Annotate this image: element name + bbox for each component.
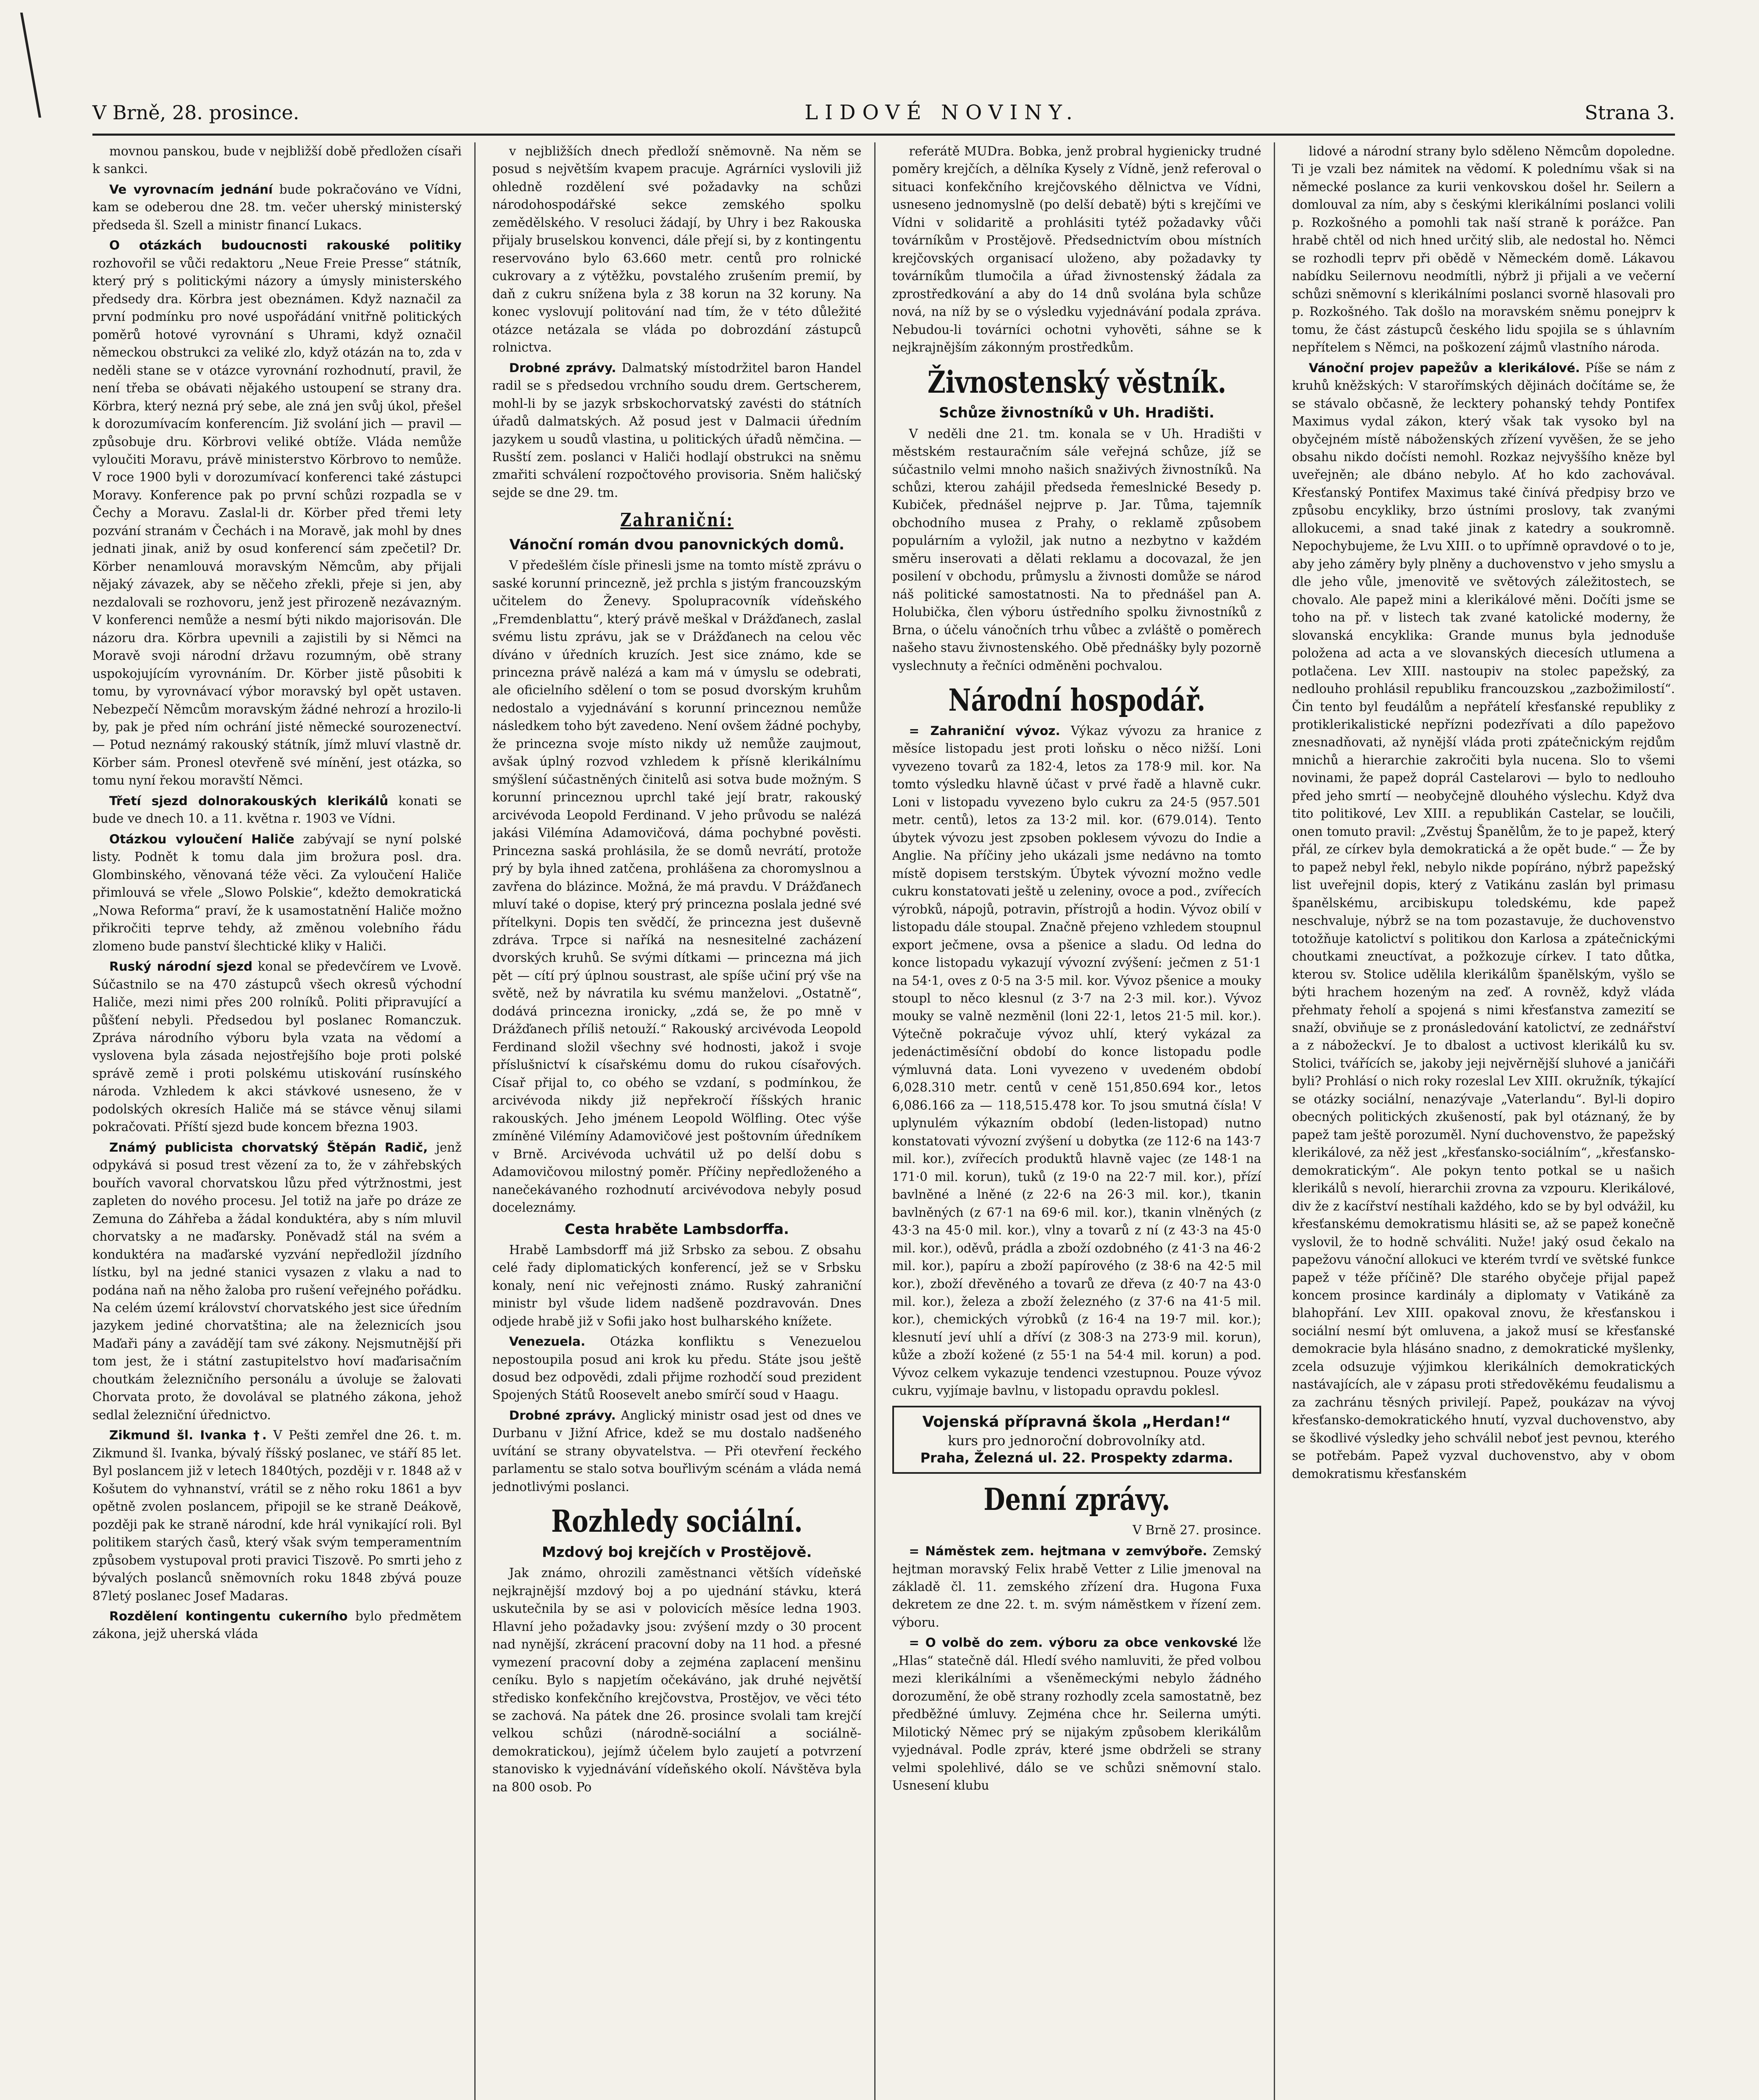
article-lead: Ve vyrovnacím jednání — [109, 182, 273, 197]
section-heading-daily-news: Denní zprávy. — [983, 1481, 1170, 1517]
article-body: konal se předevčírem ve Lvově. Súčastnilo se na 470 zástupců všech okresů východní Haliče, mezi nimi přes 200 rolníků. Politi připravující a půšťení nebyli. Předsedou byl poslanec Romanczuk. Zpráva národního výboru byla vzata na vědomí a vyslovena byla zásada nejostřejšího boje proti polské správě země i proti polskému utiskování rusínského národa. Vzhledem k akci stávkové usneseno, že v podolských okresích Haliče má se stávce věnuj silami pokračovati. Příští sjezd bude koncem března 1903. — [92, 959, 462, 1134]
advertisement-box — [892, 1406, 1262, 1474]
article-heading: Vánoční román dvou panovnických domů. — [509, 536, 844, 553]
article-heading: Cesta hraběte Lambsdorffa. — [565, 1221, 789, 1238]
section-heading-foreign: Zahraniční: — [620, 509, 734, 531]
article-text — [92, 958, 462, 1136]
article-body: Anglický ministr osad jest od dnes ve Durbanu v Jižní Africe, kdež se mu dostalo nadšeného uvítání se strany obyvatelstva. — Při otevření řeckého parlamentu se stalo sotva bouřlivým scénám a vláda nemá jednotlivými poslanci. — [492, 1408, 862, 1494]
dateline: V Brně 27. prosince. — [1132, 1522, 1262, 1537]
article-lead: Třetí sjezd dolnorakouských klerikálů — [109, 793, 389, 808]
header-place-date: V Brně, 28. prosince. — [92, 101, 300, 124]
column-4 — [1292, 142, 1675, 2100]
article-text — [892, 1634, 1262, 1794]
article-body: Zemský hejtman moravský Felix hrabě Vetter z Lilie jmenoval na základě čl. 11. zemského zřízení dra. Hugona Fuxa dekretem ze dne 22. t. m. svým náměstkem v řízení zem. výboru. — [892, 1544, 1262, 1630]
article-body: V Pešti zemřel dne 26. t. m. Zikmund šl. Ivanka, bývalý říšský poslanec, ve stáří 85 let. Byl poslancem již v letech 1840tých, později v r. 1848 až v Košutem do vyhnanství, vrátil se z něho roku 1861 a byv opětně zvolen poslancem, připojil se ke straně Deákově, později pak ke straně národní, kde hrál vynikající roli. Byl politikem starých časů, který však svým temperamentním způsobem vystupoval proti pravici Tiszově. Po smrti jeho z bývalých poslanců sněmovních roku 1848 zbývá pouze 87letý poslanec Josef Madaras. — [92, 1428, 462, 1603]
page-header — [92, 101, 1675, 136]
article-lead: Otázkou vyloučení Haliče — [109, 832, 294, 846]
article-text — [92, 830, 462, 955]
article-lead: = O volbě do zem. výboru za obce venkovské — [909, 1635, 1238, 1650]
ad-title: Vojenská přípravná škola „Herdan!“ — [922, 1413, 1231, 1431]
article-lead: = Náměstek zem. hejtmana v zemvýboře. — [909, 1544, 1207, 1559]
article-text — [92, 1426, 462, 1605]
section-heading-trade: Živnostenský věstník. — [927, 364, 1226, 400]
article-heading: Schůze živnostníků v Uh. Hradišti. — [939, 404, 1215, 422]
columns — [92, 142, 1675, 2100]
article-body: Otázka konfliktu s Venezuelou nepostoupila posud ani krok ku předu. Státe jsou ještě dosud bez odpovědi, zdali přijme rozhodčí soud prezident Spojených Států Roosevelt anebo smírčí soud v Haagu. — [492, 1334, 862, 1402]
article-body: Píše se nám z kruhů kněžských: V starořímských dějinách dočítáme se, že se stávalo občasně, že lecktery pohanský tehdy Pontifex Maximus vydal zákon, který však tak vysoko byl na obyčejném místě náboženských zřízení vyvěšen, že se jeho obsahu nikdo dočísti nemohl. Rozkaz nejvyššího kněze byl uveřejněn; ale dbáno nebylo. Ať ho kdo zachovával. Křesťanský Pontifex Maximus také činívá předpisy brzo ve způsobu encykliky, brzo ústními proslovy, tak zvanými allokucemi, a snad také jinak z katedry a soukromně. Nepochybujeme, že Lvu XIII. o to upřímně opravdové o to je, aby jeho záměry byly plněny a duchovenstvo v jeho smyslu a dle jeho vůle, jmenovitě ve světových záležitostech, se chovalo. Ale papež mini a klerikálové měni. Dočíti jsme se toho na př. v listech tak zvané katolické moderny, že slovanská encyklika: Grande munus byla jednoduše položena ad acta a ve slovanských diecesích utlumena a potlačena. Lev XIII. nastoupiv na stolec papežský, za nedlouho prohlásil republiku francouzskou „zazbožimilostí“. Čin tento byl feudálům a nepřátelí křesťanské republiky z protiklerikalistické nepřízni podezřívati a dílo papežovo znesnadňovati, až nynější vláda proti zpátečnickým rejdům mnichů a hierarchie zakročiti byla nucena. Slo to všemi novinami, že papež doprál Castelarovi — bylo to nedlouho před jeho smrtí — neobyčejně dlouhého výslechu. Když dva tito politikové, Lev XIII. a republikán Castelar, se loučili, onen tomuto pravil: „Zvěstuj Španělům, že to je papež, který přál, ze církev byla demokratická a že opět bude.“ — Že by to papež nebyl řekl, nebylo nikde popíráno, nýbrž papežský list uveřejnil dopis, který z Vatikánu zaslán byl primasu španělskému, arcibiskupu toledskému, kde papež neschvaluje, nýbrž se na tom pozastavuje, že duchovenstvo totožňuje katolictví s politikou don Karlosa a zpátečnickými choutkami zneuctívat, a požkozuje církev. I tato důtka, kterou sv. Stolice udělila klerikálům španělským, vyšlo se býti hrachem hozeným na zeď. A rovněž, když vláda přehmaty řeholí a spojená s nimi křesťanstva zamezití se snaží, obviňuje se z pronásledování katolictví, ze zednářství a z nábožeckví. Je to dbalost a uctivost klerikálů ku sv. Stolici, tvářících se, jakoby jeji nejvěrnější sluhové a janičáři byli? Prohlásí o nich roky rozeslal Lev XIII. okružník, týkající se otázky sociální, nenazývaje „Vaterlandu“. Byl-li dopiro obecných politických zkušeností, pak byl otáznaný, že by papež tam ještě porozuměl. Nyní duchovenstvo, že papežský klerikálové, za něž jest „křesťansko-sociálním“, „křesťansko-demokratickým“. Ale pokyn tento potkal se u našich klerikálů s nevolí, hierarchii zrovna za vzpouru. Klerikálové, div že z kacířství nestíhali každého, kdo se by byl odvážil, ku křesťanskému demokratismu hlásiti se, až se papež konečně vyslovil, že to hodně schváliti. Nuže! jaký osud čekalo na papežovu vánoční allokuci ve kterém tvrdí ve světské funkce papež v téže příčině? Dle starého obyčeje přijal papež koncem prosince kardinály a diplomaty v Vatikáně za blahopřání. Lev XIII. opakoval znovu, že křesťanskou i sociální nesmí být omluvena, a jakož musí se křesťanské demokracie byla hlásáno snadno, z demokratické myšlenky, zcela odsuzuje výjimkou klerikálních demokratických nastávajících, ale v zápasu proti středověkému feudalismu a za zachránu těsných privilejí. Papež, poukázav na vývoj křesťansko-demokratického hnutí, vyzval duchovenstvo, aby se škodlivé výsledky jeho schválil neboť jest pevnou, kterého se potřebám. Papež vyzval duchovenstvo, aby v obom demokratismu křesťanském — [1292, 360, 1675, 1481]
article-body: konati se bude ve dnech 10. a 11. května r. 1903 ve Vídni. — [92, 793, 462, 826]
article-text: v nejbližších dnech předloží sněmovně. Na něm se posud s největším kvapem pracuje. Agrárníci vyslovili již ohledně rozdělení své požadavky na schůzi národohospodářské sekce zemského spolku zemědělského. V resoluci žádají, by Uhry i bez Rakouska přijaly bruselskou konvenci, dále přejí si, by z kontingentu reservováno bylo 63.660 metr. centů pro rolnické cukrovary a z výtěžku, povstalého zrušením premií, by daň z cukru snížena byla z 38 korun na 32 koruny. Na konec vyslovují politování nad tím, že v této důležité otázce netázala se vláda po dobrozdání zástupců rolnictva. — [492, 144, 862, 355]
article-text: V neděli dne 21. tm. konala se v Uh. Hradišti v městském restauračním sále veřejná schůze, jíž se súčastnilo velmi mnoho našich snaživých živnostníků. Na schůzi, kterou zahájil předseda řemeslnické Besedy p. Kubiček, přednášel nejprve p. Jar. Tůma, tajemník obchodního musea z Prahy, o reklamě způsobem populárním a vyložil, jak nutno a nezbytno v každém směru inserovati a dělati reklamu a docovazal, že jen posilení v obchodu, průmyslu a živnosti domůže se národ náš politické samostatnosti. Na to přednášel pan A. Holubička, člen výboru ústředního spolku živnostníků z Brna, o účelu vánočních trhu vůbec a zvláště o poměrech našeho stavu živnostenského. Obě přednášky byly pozorně vyslechnuty a řečníci odměněni pochvalou. — [892, 426, 1262, 673]
article-text — [892, 1542, 1262, 1631]
article-body: jenž odpykává si posud trest vězení za to, že v záhřebských bouřích vavoral chorvatskou lůzu před výtržnostmi, jest zapleten do nového procesu. Jel totiž na jaře po dráze ze Zemuna do Záhřeba a žádal konduktéra, aby s ním mluvil chorvatsky a ne maďarsky. Poněvadž stál na svém a konduktéra na maďarské vyzvání nepředložil jízdního lístku, byl na jedné stanici vysazen z vlaku a nad to podána naň na něho žaloba pro rušení veřejného pořádku. Na celém území království chorvatského jest sice úředním jazykem jediné chorvatština; ale na železnicích jsou Maďaři pány a zavádějí tam své zákony. Nejsmutnější při tom jest, že i státní zastupitelstvo hoví maďarisačním choutkám železničního personálu a úvoluje se žalovati Chorvata proto, že dovolával se platného zákona, jehož sedlal železniční úřednictvo. — [92, 1140, 462, 1422]
article-heading: Mzdový boj krejčích v Prostějově. — [542, 1544, 812, 1561]
article-text — [492, 359, 862, 502]
article-text: referátě MUDra. Bobka, jenž probral hygienicky trudné poměry krejčích, a dělníka Kysely z Vídně, jenž referoval o situaci konfekčního krejčovského dělnictva ve Vídni, usneseno jednomyslně (po delší debatě) býti s krejčími ve Vídni v solidaritě a prohlásiti tytéž požadavky vůči továrníkům v Prostějově. Předsednictvím obou místních krejčovských organisací uloženo, aby požadavky ty továrníkům tlumočila a úřad živnostenský žádala za zprostředkování a aby do 14 dnů svolána byla schůze nová, na níž by se o výsledku vyjednávání podala zpráva. Nebudou-li továrníci ochotni vyhověti, sáhne se k nejkrajnějším zákonným prostředkům. — [892, 144, 1262, 355]
article-lead: Venezuela. — [509, 1334, 586, 1349]
article-text: Hrabě Lambsdorff má již Srbsko za sebou. Z obsahu celé řady diplomatických konferencí, jež se v Srbsku konaly, není nic veřejnosti známo. Ruský zahraniční ministr byl všude lidem nadšeně pozdravován. Dnes odjede hrabě již v Sofii jako host bulharského knížete. — [492, 1242, 862, 1328]
article-lead: Vánoční projev papežův a klerikálové. — [1309, 360, 1580, 375]
article-body: bude pokračováno ve Vídni, kam se odeberou dne 28. tm. večer uherský ministerský předseda šl. Szell a ministr financí Lukacs. — [92, 182, 462, 232]
article-text: Jak známo, ohrozili zaměstnanci větších vídeňské nejkrajnější mzdový boj a po ujednání stávku, která uskutečnila by se asi v polovicích měsíce ledna 1903. Hlavní jeho požadavky jsou: zvýšení mzdy o 30 procent nad nynější, zkrácení pracovní doby na 11 hod. a přesné vymezení pracovní doby a zejména zaplacení menšinu ceníku. Bylo s napjetím očekáváno, jak druhé největší středisko konfekčního krejčovstva, Prostějov, ve věci této se zachová. Na pátek dne 26. prosince svolali tam krejčí velkou schůzi (národně-sociální a sociálně-demokratickou), jejímž účelem bylo zaujetí a potvrzení stanovisko k vyjednávání vídeňského okolí. Návštěva byla na 800 osob. Po — [492, 1566, 862, 1794]
column-3 — [892, 142, 1275, 2100]
article-lead: Zikmund šl. Ivanka †. — [109, 1428, 267, 1443]
article-text — [92, 792, 462, 828]
ad-body: kurs pro jednoroční dobrovolníky atd. — [948, 1432, 1206, 1449]
article-text — [492, 1407, 862, 1496]
article-body: bylo předmětem zákona, jejž uherská vláda — [92, 1609, 462, 1641]
article-text: V předešlém čísle přinesli jsme na tomto místě zprávu o saské korunní princezně, jež prchla s jistým francouzským učitelem do Ženevy. Spolupracovník vídeňského „Fremdenblattu“, který právě meškal v Drážďanech, zaslal svému listu zprávu, jak se v Drážďanech na celou věc díváno v úředních kruzích. Jest sice známo, kde se princezna právě nalézá a kam má v úmyslu se odebrati, ale oficielního sdělení o tom se posud dvorským kruhům nedostalo a vyjednávání s korunní princeznou nemůže následkem toho být zavedeno. Není ovšem žádné pochyby, že princezna svoje místo nikdy už nemůže zaujmout, avšak úplný rozvod vzhledem k přísně klerikálnímu smýšlení súčastněných činitelů asi sotva bude možným. S korunní princeznou uprchl také její bratr, rakouský arcivévoda Leopold Ferdinand. V jeho průvodu se nalézá jakási Vilémína Adamovičová, dáma pochybné pověsti. Princezna saská prohlásila, že se domů nevrátí, protože prý by byla ihned zatčena, prohlášena za choromyslnou a zavřena do blázince. Možná, že má pravdu. V Drážďanech mluví také o dopise, který prý princezna poslala jedné své přítelkyni. Dopis ten svědčí, že princezna jest duševně zdráva. Trpce si naříká na nesnesitelné zacházení dvorských kruhů. Se svými dítkami — princezna má jich pět — cítí prý úplnou soustrast, ale spíše učiní prý vše na světě, než by návratila ku svému manželovi. „Ostatně“, dodává princezna ironicky, „zdá se, že po mně v Drážďanech příliš netouží.“ Rakouský arcivévoda Leopold Ferdinand složil všechny své hodnosti, jakož i svoje příslušnictví k císařskému domu do rukou císařových. Císař přijal to, co obého se vzdaní, s podmínkou, že arcivévoda nikdy již nepřekročí říšských hranic rakouských. Jeho jménem Leopold Wölfling. Otec výše zmíněné Vilémíny Adamovičové jest poštovním úředníkem v Brně. Arcivévoda uchvátil už po delší dobu s Adamovičovou milostný poměr. Příčiny nepředloženého a nanečekávaného rozhodnutí arcivévodova nebyly posud doceleznámy. — [492, 558, 862, 1215]
article-text — [92, 1139, 462, 1424]
article-lead: = Zahraniční vývoz. — [909, 723, 1060, 738]
column-1 — [92, 142, 476, 2100]
article-body: zabývají se nyní polské listy. Podnět k tomu dala jim brožura posl. dra. Glombinského, věnovaná téže věci. Za vyloučení Haliče přimlouvá se vřele „Slowo Polskie“, kdežto demokratická „Nowa Reforma“ praví, že k usamostatnění Haliče možno přikročiti teprve tehdy, až změnou volebního řádu zlomeno bude panství šlechtické kliky v Haliči. — [92, 832, 462, 953]
article-lead: Známý publicista chorvatský Štěpán Radič, — [109, 1140, 428, 1155]
article-text — [92, 1607, 462, 1643]
article-body: Výkaz vývozu za hranice z měsíce listopadu jest proti loňsku o něco nižší. Loni vyvezeno tovarů za 182·4, letos za 178·9 mil. kor. Na tomto výsledku hlavně účast v prvé řadě a hlavně cukr. Loni v listopadu vyvezeno bylo cukru za 24·5 (957.501 metr. centů), letos za 13·2 mil. kor. (679.014). Tento úbytek vývozu jest zpsoben poklesem vývozu do Indie a Anglie. Na příčiny jeho ukázali jsme nedávno na tomto místě dopisem terstským. Úbytek vývozní možno vedle cukru konstatovati ještě u zeleniny, ovoce a pod., zvířecích výrobků, nápojů, potravin, přístrojů a hodin. Vývoz obilí v listopadu dále stoupal. Značně přejeno vzhledem stoupnul export ječmene, ovsa a pšenice a sladu. Od ledna do konce listopadu vykazují vývozní zvýšení: ječmen z 51·1 na 54·1, oves z 0·5 na 3·5 mil. kor. Vývoz pšenice a mouky stoupl to něco klesnul (z 3·7 na 2·3 mil. kor.). Vývoz mouky se valně nezměnil (loni 22·1, letos 21·5 mil. kor.). Výtečně pokračuje vývoz uhlí, který vykázal za jedenáctiměsíční období do konce listopadu podle výmluvná data. Loni vyvezeno v uvedeném období 6,028.310 metr. centů v ceně 151,850.694 kor., letos 6,086.166 za — 118,515.478 kor. To jsou smutná čísla! V uplynulém výkazním období (leden-listopad) nutno konstatovati vývozní zvýšení u dobytka (ze 112·6 na 143·7 mil. kor.), zvířecích produktů hlavně vajec (ze 148·1 na 171·0 mil. korun), tuků (z 19·0 na 22·7 mil. kor.), přízí bavlněné a lněné (z 22·6 na 26·3 mil. kor.), tkanin bavlněných (z 67·1 na 69·6 mil. kor.), tkanin vlněných (z 43·3 na 45·0 mil. kor.), vlny a tovarů z ní (z 43·3 na 45·0 mil. kor.), oděvů, prádla a zboží ozdobného (z 41·3 na 46·2 mil. kor.), papíru a zboží papírového (z 38·6 na 42·5 mil kor.), zboží dřevěného a tovarů ze dřeva (z 40·7 na 43·0 mil. kor.), železa a zboží železného (z 37·6 na 41·5 mil. kor.), chemických výrobků (z 16·4 na 19·7 mil. kor.); klesnutí jeví uhlí a dříví (z 308·3 na 273·9 mil. korun), kůže a zboží kožené (z 55·1 na 54·4 mil. korun) a pod. Vývoz celkem vykazuje tendenci vzestupnou. Pouze vývoz cukru, vyjímaje bavlnu, v listopadu opravdu poklesl. — [892, 723, 1262, 1398]
article-text — [892, 722, 1262, 1400]
article-lead: Drobné zprávy. — [509, 360, 616, 375]
section-heading-social: Rozhledy sociální. — [551, 1503, 803, 1539]
article-text — [92, 236, 462, 790]
article-text: lidové a národní strany bylo sděleno Němcům dopoledne. Ti je vzali bez námitek na vědomí. K polednímu však si na německé poslance za kurii venkovskou došel hr. Seilern a domlouval za ním, aby s českými klerikálními poslanci volili p. Rozkošného a pomohli tak naší straně k porážce. Pan hrabě chtěl od nich hned určitý slib, ale nedostal ho. Němci se rozhodli teprv při obědě v Německém domě. Lákavou nabídku Seilernovu neodmítli, nýbrž ji přijali a ve večerní schůzi sněmovní s klerikálními poslanci svorně hlasovali pro p. Rozkošného. Tak došlo na moravském sněmu ponejprv k tomu, že část zástupců českého lidu spojila se s úhlavním nepřítelem s Němci, na poškození zájmů vlastního národa. — [1292, 144, 1675, 355]
article-body: Dalmatský místodržitel baron Handel radil se s předsedou vrchního soudu drem. Gertscherem, mohl-li by se jazyk srbskochorvatský zavésti do státních úřadů dalmatských. Až posud jest v Dalmacii úředním jazykem u soudů vlastina, u politických úřadů němčina. — Rusští zem. poslanci v Haliči hodlají obstrukci na sněmu zmařiti schválení rozpočtového provisoria. Sněm haličský sejde se dne 29. tm. — [492, 360, 862, 500]
masthead: LIDOVÉ NOVINY. — [805, 101, 1079, 124]
article-lead: Drobné zprávy. — [509, 1408, 616, 1423]
page-number: Strana 3. — [1585, 101, 1675, 124]
article-lead: Ruský národní sjezd — [109, 959, 252, 974]
article-text — [92, 181, 462, 234]
article-body: lže „Hlas“ statečně dál. Hledí svého namluviti, že před volbou mezi klerikálními a všeněmeckými nebylo žádného dorozumění, že obě strany rozhodly zcela samostatně, bez předběžné úmluvy. Zejména chce hr. Seilerna umýti. Milotický Němec prý se nijakým způsobem klerikálům vyjednával. Podle zpráv, které jsme obdrželi se strany velmi spolehlivé, dálo se ve schůzi sněmovní stalo. Usnesení klubu — [892, 1635, 1262, 1793]
article-text: movnou panskou, bude v nejbližší době předložen císaři k sankci. — [92, 144, 462, 176]
section-heading-economy: Národní hospodář. — [948, 682, 1205, 718]
article-text — [492, 1333, 862, 1404]
ad-address: Praha, Železná ul. 22. Prospekty zdarma. — [920, 1450, 1233, 1466]
article-text — [1292, 359, 1675, 1483]
article-body: rozhovořil se vůči redaktoru „Neue Freie Presse“ státník, který prý s politickými názory a úmysly ministerského předsedy dra. Körbra jest obeznámen. Když naznačil za první podmínku pro nové uspořádání vnitřně politických poměrů hotové vyrovnání s Uhrami, když označil německou obstrukci za veliké zlo, když otázán na to, zda v neděli stane se v otázce vyrovnání rozhodnutí, pravil, že není třeba se obávati nějakého ustoupení se strany dra. Körbra, který nezná prý sebe, ale zná jen svůj úkol, přešel k dorozumívacím konferencím. Již svolání jich — pravil — způsobuje dru. Körbrovi veliké obtíže. Vláda nemůže vyloučiti Moravu, právě ministerstvo Körbrovo to nemůže. V roce 1900 byli v dorozumívací konferenci také zástupci Moravy. Konference pak po první schůzi rozpadla se v Čechy a Moravu. Zaslal-li dr. Körber před třemi lety pozvání stranám v Čechách i na Moravě, jak mohl by dnes jednati jinak, aniž by osud konferencí sám zpečetil? Dr. Körber nenamlouvá moravským Němcům, aby přijali nějaký závazek, aby se něčeho zřekli, přeje si jen, aby nezdalovali se rozhovoru, jenž jest přirozeně nezávazným. V konferenci nemůže a nesmí býti nikdo majorisován. Dle názoru dra. Körbra upevnili a zajistili by si Němci na Moravě svoji národní državu rozumným, obě strany uspokojujícím vyrovnáním. Dr. Körber jistě působiti k tomu, by vyrovnávací výbor moravský byl opět ustaven. Nebezpečí Němcům moravským žádné nehrozí a hrozilo-li by, pak je před ním ochrání jisté německé sourozenectví. — Potud neznámý rakouský státník, jímž mluví vlastně dr. Körber sám. Pronesl otevřeně své mínění, jest otázka, so tomu nyní řekou moravští Němci. — [92, 256, 462, 788]
article-lead: O otázkách budoucnosti rakouské politiky — [109, 238, 462, 253]
corner-pen-mark — [20, 13, 79, 118]
article-lead: Rozdělení kontingentu cukerního — [109, 1609, 348, 1623]
column-2 — [492, 142, 876, 2100]
